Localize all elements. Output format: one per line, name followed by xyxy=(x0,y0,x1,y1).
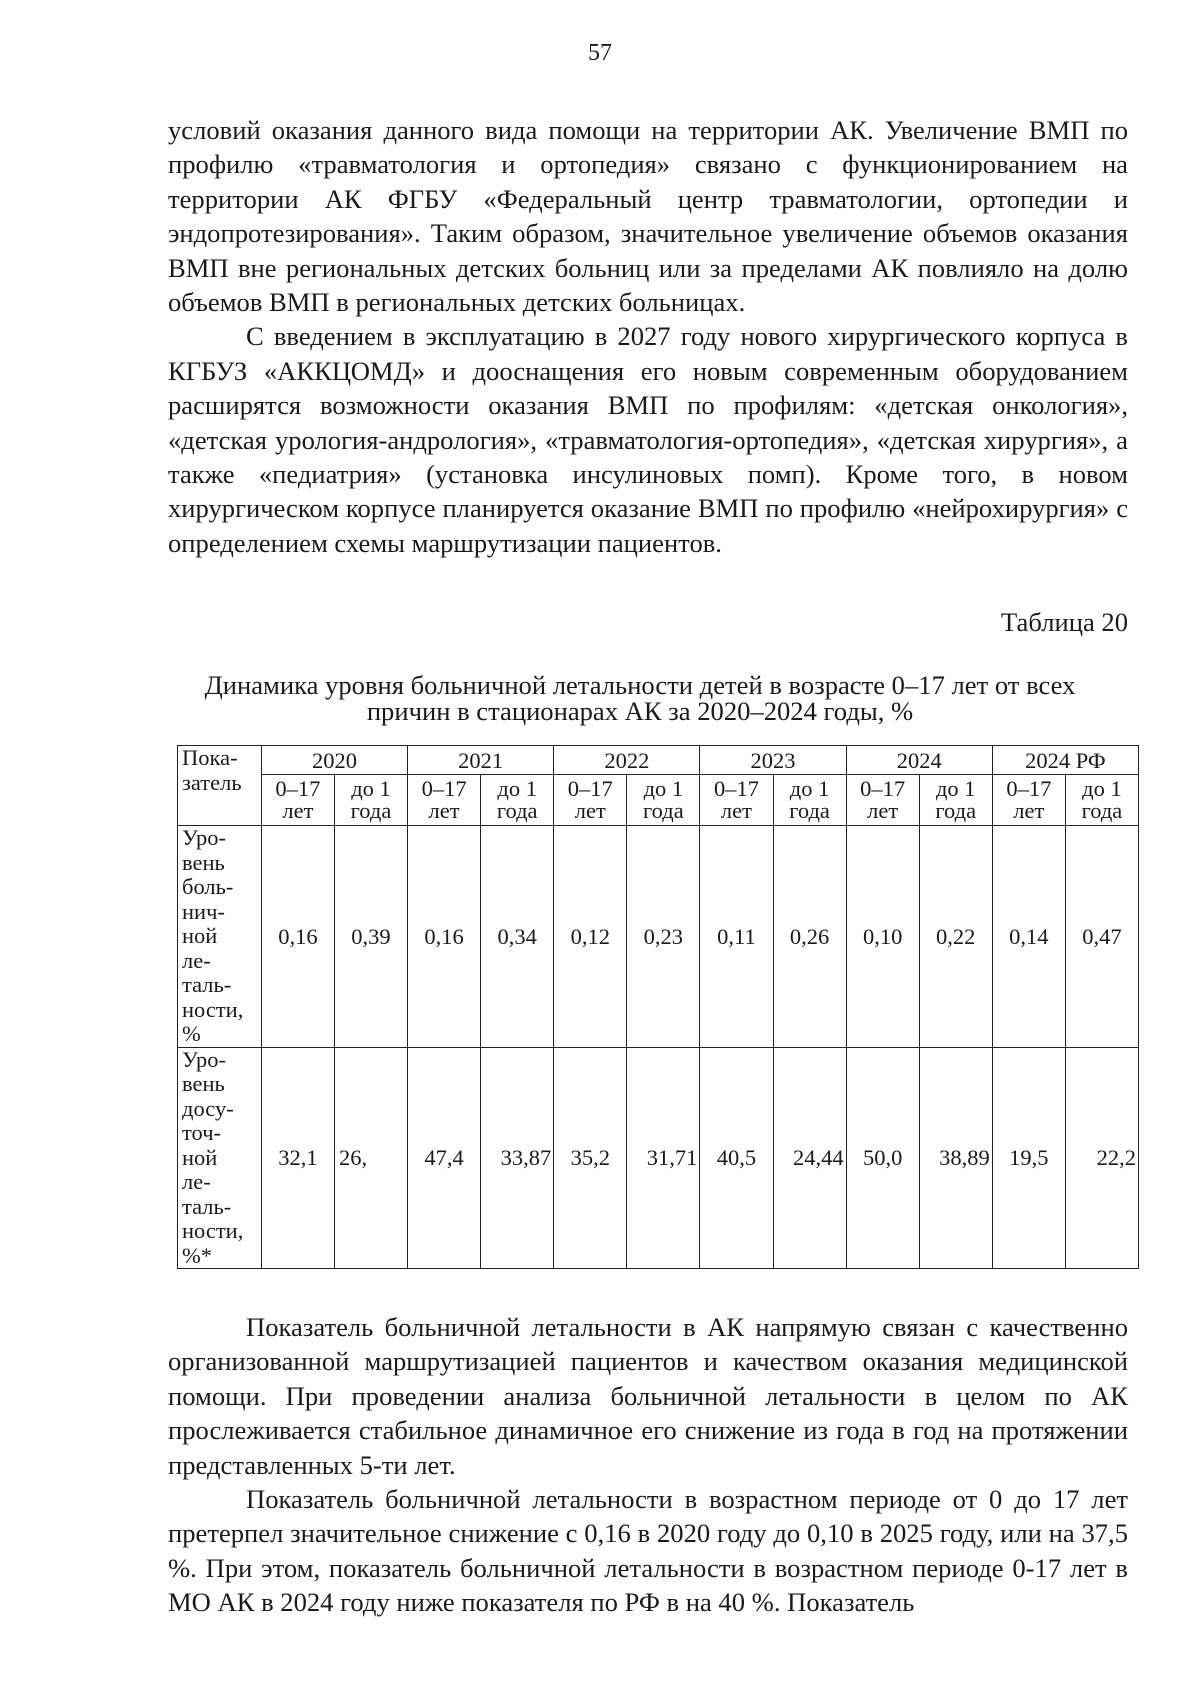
year-header: 2022 xyxy=(554,746,700,775)
age-group-header: 0–17 лет xyxy=(700,775,773,826)
age-group-header: до 1 года xyxy=(627,775,700,826)
table-cell: 0,12 xyxy=(554,826,627,1048)
paragraph: С введением в эксплуатацию в 2027 году нового хирургического корпуса в КГБУЗ «АККЦОМД» и дооснащения его новым современным оборудованием расширятся возможности оказания ВМП по профилям: «детская онкология», «детская урология-андрология», «травматология-ортопедия», «детская хирургия», а также «педиатрия» (установка инсулиновых помп). Кроме того, в новом хирургическом корпусе планируется оказание ВМП по профилю «нейрохирургия» с определением схемы маршрутизации пациентов. xyxy=(168,321,1128,558)
table-label: Таблица 20 xyxy=(1000,607,1128,637)
body-text-top xyxy=(168,113,1128,560)
paragraph: условий оказания данного вида помощи на территории АК. Увеличение ВМП по профилю «травматология и ортопедия» связано с функционированием на территории АК ФГБУ «Федеральный центр травматологии, ортопедии и эндопротезирования». Таким образом, значительное увеличение объемов оказания ВМП вне региональных детских больниц или за пределами АК повлияло на долю объемов ВМП в региональных детских больницах. xyxy=(168,115,1128,318)
page-number: 57 xyxy=(588,40,612,66)
age-group-header: 0–17 лет xyxy=(261,775,334,826)
table-cell: 0,39 xyxy=(334,826,407,1048)
age-group-header: до 1 года xyxy=(481,775,554,826)
table-cell: 0,14 xyxy=(992,826,1065,1048)
table-cell: 35,2 xyxy=(554,1047,627,1269)
age-group-header: до 1 года xyxy=(919,775,992,826)
table-row xyxy=(178,1047,1139,1269)
table-caption-line: Динамика уровня больничной летальности детей в возрасте 0–17 лет от всех xyxy=(204,670,1076,700)
age-group-header: 0–17 лет xyxy=(846,775,919,826)
body-text-bottom xyxy=(168,1310,1128,1620)
table-cell: 0,22 xyxy=(919,826,992,1048)
year-header: 2021 xyxy=(408,746,554,775)
table-cell: 0,34 xyxy=(481,826,554,1048)
table-cell: 38,89 xyxy=(919,1047,992,1269)
table-cell: 0,10 xyxy=(846,826,919,1048)
mortality-table xyxy=(177,745,1139,1269)
year-header: 2024 РФ xyxy=(992,746,1138,775)
table-caption xyxy=(150,672,1130,724)
age-group-header: до 1 года xyxy=(1065,775,1138,826)
year-header: 2020 xyxy=(261,746,407,775)
age-group-header: до 1 года xyxy=(334,775,407,826)
table-cell: 0,11 xyxy=(700,826,773,1048)
table-cell: 40,5 xyxy=(700,1047,773,1269)
table-cell: 26, xyxy=(334,1047,407,1269)
corner-header: Пока- затель xyxy=(178,746,262,826)
age-group-header: до 1 года xyxy=(773,775,846,826)
table-row xyxy=(178,826,1139,1048)
paragraph: Показатель больничной летальности в АК напрямую связан с качественно организованной маршрутизацией пациентов и качеством оказания медицинской помощи. При проведении анализа больничной летальности в целом по АК прослеживается стабильное динамичное его снижение из года в год на протяжении представленных 5-ти лет. xyxy=(168,1312,1128,1480)
table-cell: 31,71 xyxy=(627,1047,700,1269)
table-cell: 24,44 xyxy=(773,1047,846,1269)
table-caption-line: причин в стационарах АК за 2020–2024 годы, % xyxy=(366,696,914,726)
table-cell: 50,0 xyxy=(846,1047,919,1269)
year-header: 2023 xyxy=(700,746,846,775)
year-header: 2024 xyxy=(846,746,992,775)
table-cell: 0,16 xyxy=(408,826,481,1048)
table-cell: 19,5 xyxy=(992,1047,1065,1269)
row-label: Уро- вень боль- нич- ной ле- таль- ности, % xyxy=(178,826,262,1048)
table-cell: 22,2 xyxy=(1065,1047,1138,1269)
table-cell: 47,4 xyxy=(408,1047,481,1269)
table-cell: 32,1 xyxy=(261,1047,334,1269)
table-cell: 0,16 xyxy=(261,826,334,1048)
paragraph: Показатель больничной летальности в возрастном периоде от 0 до 17 лет претерпел значительное снижение с 0,16 в 2020 году до 0,10 в 2025 году, или на 37,5 %. При этом, показатель больничной летальности в возрастном периоде 0-17 лет в МО АК в 2024 году ниже показателя по РФ в на 40 %. Показатель xyxy=(168,1484,1128,1618)
age-group-header: 0–17 лет xyxy=(554,775,627,826)
age-group-header: 0–17 лет xyxy=(408,775,481,826)
row-label: Уро- вень досу- точ- ной ле- таль- ности, %* xyxy=(178,1047,262,1269)
age-group-header: 0–17 лет xyxy=(992,775,1065,826)
table-cell: 0,47 xyxy=(1065,826,1138,1048)
table-cell: 33,87 xyxy=(481,1047,554,1269)
table-header-row xyxy=(178,746,1139,775)
table-cell: 0,23 xyxy=(627,826,700,1048)
table-subheader-row xyxy=(178,775,1139,826)
table-cell: 0,26 xyxy=(773,826,846,1048)
